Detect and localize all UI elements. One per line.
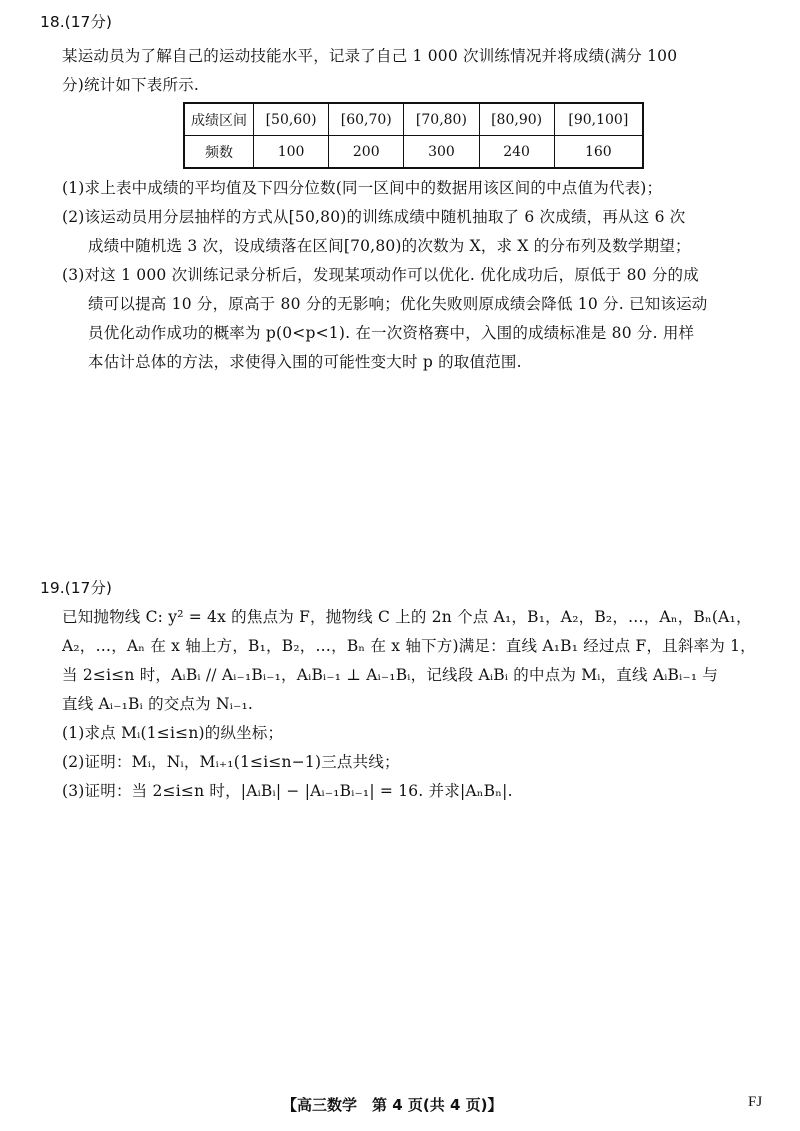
question-19-intro-line-4: 直线 Aᵢ₋₁Bᵢ 的交点为 Nᵢ₋₁. [62, 695, 253, 713]
table-cell-interval: [50,60) [254, 103, 329, 136]
question-18-intro-line-2: 分)统计如下表所示. [62, 76, 199, 94]
question-18-part-3-line-3: 员优化动作成功的概率为 p(0<p<1). 在一次资格赛中，入围的成绩标准是 80 分. 用样 [88, 324, 695, 342]
table-cell-interval: [90,100] [554, 103, 643, 136]
table-cell-interval: [60,70) [329, 103, 404, 136]
question-18-part-2-line-2: 成绩中随机选 3 次，设成绩落在区间[70,80)的次数为 X，求 X 的分布列及数学期望； [88, 237, 691, 255]
table-cell-frequency: 200 [329, 136, 404, 169]
question-19-intro-line-1: 已知抛物线 C: y² = 4x 的焦点为 F，抛物线 C 上的 2n 个点 A₁，B₁，A₂，B₂，…，Aₙ，Bₙ(A₁， [62, 608, 752, 626]
question-19-number: 19.(17分) [40, 579, 112, 597]
table-cell-frequency: 300 [404, 136, 479, 169]
question-18-intro-line-1: 某运动员为了解自己的运动技能水平，记录了自己 1 000 次训练情况并将成绩(满分 100 [62, 47, 678, 65]
page-footer: 【高三数学 第 4 页(共 4 页)】 [282, 1096, 503, 1114]
table-row-intervals [184, 103, 643, 136]
question-19-part-1: (1)求点 Mᵢ(1≤i≤n)的纵坐标； [62, 724, 284, 742]
table-cell-frequency: 240 [479, 136, 554, 169]
table-cell-frequency: 160 [554, 136, 643, 169]
table-header-frequency: 频数 [184, 136, 254, 169]
question-18-number: 18.(17分) [40, 13, 112, 31]
question-19-intro-line-3: 当 2≤i≤n 时，AᵢBᵢ // Aᵢ₋₁Bᵢ₋₁，AᵢBᵢ₋₁ ⊥ Aᵢ₋₁Bᵢ，记线段 AᵢBᵢ 的中点为 Mᵢ，直线 AᵢBᵢ₋₁ 与 [62, 666, 719, 684]
question-19-intro-line-2: A₂，…，Aₙ 在 x 轴上方，B₁，B₂，…，Bₙ 在 x 轴下方)满足：直线 A₁B₁ 经过点 F，且斜率为 1， [62, 637, 756, 655]
question-19-part-3: (3)证明：当 2≤i≤n 时，|AᵢBᵢ| − |Aᵢ₋₁Bᵢ₋₁| = 16. 并求|AₙBₙ|. [62, 782, 513, 800]
table-cell-frequency: 100 [254, 136, 329, 169]
question-19-part-2: (2)证明：Mᵢ，Nᵢ，Mᵢ₊₁(1≤i≤n−1)三点共线； [62, 753, 400, 771]
table-cell-interval: [70,80) [404, 103, 479, 136]
question-18-part-1: (1)求上表中成绩的平均值及下四分位数(同一区间中的数据用该区间的中点值为代表)； [62, 179, 663, 197]
question-18-part-3-line-2: 绩可以提高 10 分，原高于 80 分的无影响；优化失败则原成绩会降低 10 分. 已知该运动 [88, 295, 708, 313]
footer-code: FJ [748, 1094, 763, 1110]
table-row-frequencies [184, 136, 643, 169]
table-cell-interval: [80,90) [479, 103, 554, 136]
question-18-part-2-line-1: (2)该运动员用分层抽样的方式从[50,80)的训练成绩中随机抽取了 6 次成绩，再从这 6 次 [62, 208, 686, 226]
table-header-score-interval: 成绩区间 [184, 103, 254, 136]
question-18-part-3-line-4: 本估计总体的方法，求使得入围的可能性变大时 p 的取值范围. [88, 353, 522, 371]
question-18-part-3-line-1: (3)对这 1 000 次训练记录分析后，发现某项动作可以优化. 优化成功后，原低于 80 分的成 [62, 266, 699, 284]
frequency-table [183, 102, 644, 169]
